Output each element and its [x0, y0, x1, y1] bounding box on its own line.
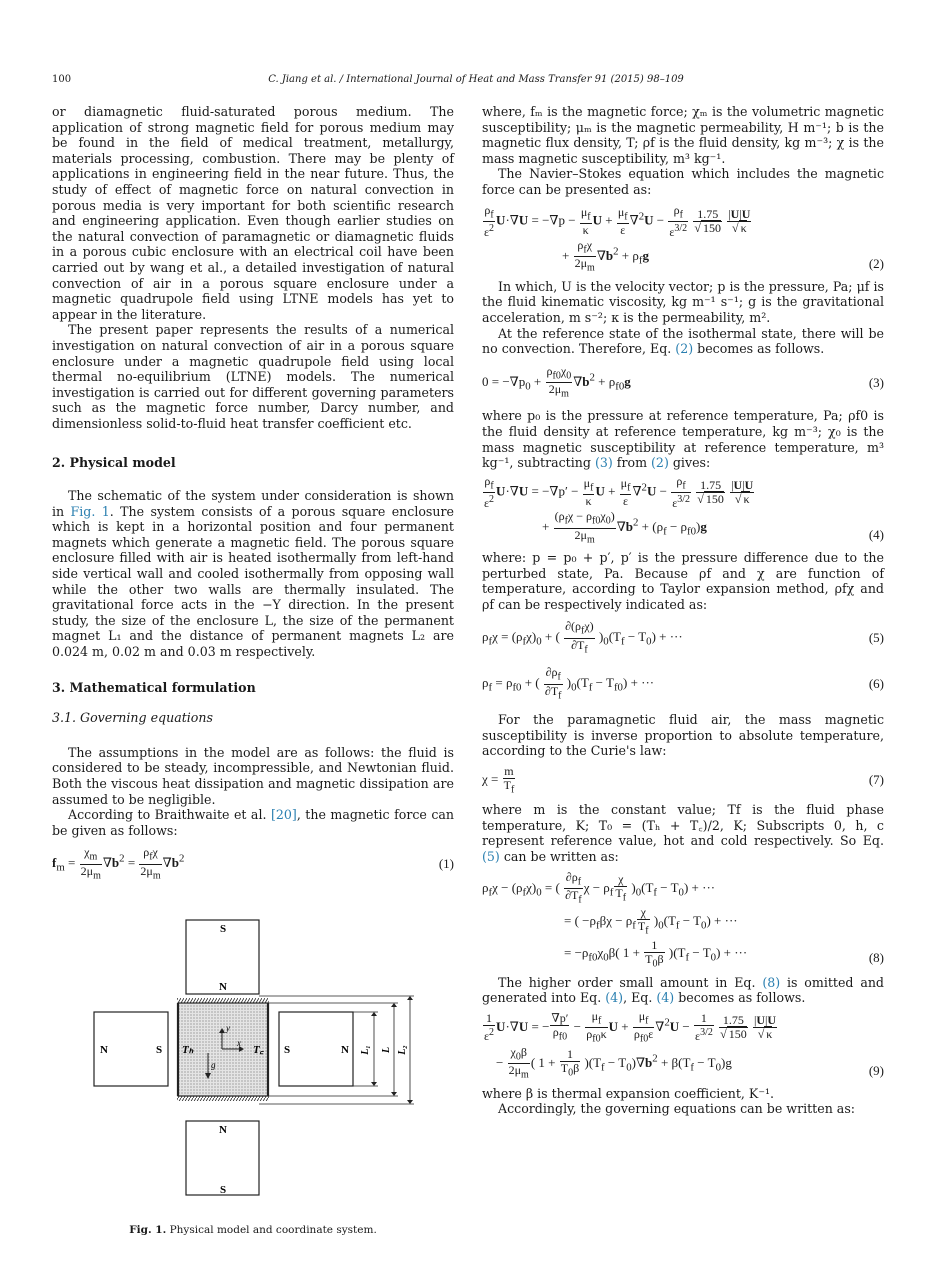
- paragraph: or diamagnetic fluid-saturated porous medium. The application of strong magnetic field for porous medium may be found in the field of medical treatment, metallurgy, materials processing, combustion. There may be plenty of applications in engineering field in the near future. Thus, the study of effect of magnetic force on natural convection in porous media is very important for both scientific research and engineering application. Even though earlier studies on the natural convection of paramagnetic or diamagnetic fluids in a porous cubic enclosure with an electrical coil have been carried out by wang et al., a detailed investigation of natural convection of air in a porous square enclosure under a magnetic quadrupole field using LTNE models has yet to appear in the literature.: [52, 104, 454, 322]
- paragraph: The present paper represents the results of a numerical investigation on natural convection of air in a porous square enclosure under a magnetic quadrupole field using local thermal no-equilibrium (LTNE) models. The numerical investigation is carried out for different governing parameters such as the magnetic force number, Darcy number, and dimensionless solid-to-fluid heat transfer coefficient etc.: [52, 322, 454, 431]
- paragraph: where β is thermal expansion coefficient, K⁻¹.: [482, 1085, 775, 1101]
- pole-label: N: [100, 1044, 108, 1056]
- equation-number: (6): [868, 676, 884, 692]
- equation-number: (4): [868, 527, 884, 543]
- equation-link[interactable]: (3): [594, 455, 613, 471]
- equation-number: (8): [868, 949, 884, 965]
- equation-8: $\rho_f\chi - (\rho_f\chi)_0$ = ( $\frac{\partial\rho_f}{\partial T_f}$ $\chi - \rho_f$ $\frac{\chi}{T_f}$ )$_0(T_f - T_0)$ + ··· = ( $-\rho_f\beta\chi - \rho_f$ $\frac{\chi}{T_f}$ )$_0(T_f - T_0)$ + ··· = $-\rho_{f0}\chi_0\beta$( 1 + $\frac{1}{T_0\beta}$ )$(T_f - T_0)$ + ··· (8): [482, 869, 884, 969]
- equation-number: (9): [868, 1062, 884, 1078]
- paragraph: For the paramagnetic fluid air, the mass magnetic susceptibility is inverse proportion to absolute temperature, according to the Curie's law:: [482, 711, 884, 759]
- text: can be written as:: [499, 848, 619, 864]
- equation-2: $\frac{\rho_f}{\varepsilon^2}$ U·∇U = −∇p − $\frac{\mu_f}{\kappa}$ U + $\frac{\mu_f}{\varepsilon}$ ∇$^2$U − $\frac{\rho_f}{\varepsilon^{3/2}}$ $\frac{1.75}{√ 150}$ $\frac{|U|U}{√ \kappa}$ + $\frac{\rho_f\chi}{2\mu_m}$ $\nabla b^2 + \rho_fg$ (2): [484, 202, 884, 274]
- physical-model-figure: [52, 918, 454, 1218]
- right-column: [482, 104, 884, 1117]
- equation-link[interactable]: (4): [605, 990, 624, 1006]
- equation-link[interactable]: (5): [482, 848, 500, 864]
- text: At the reference state of the isothermal state, there will be no convection. Therefore, Eq.: [482, 325, 884, 357]
- text: The higher order small amount in Eq.: [498, 974, 763, 990]
- dim-label: L: [381, 1046, 392, 1054]
- paragraph: [482, 408, 884, 470]
- text: According to Braithwaite et al.: [68, 807, 271, 823]
- text: , the magnetic force can be given as follows:: [52, 807, 454, 838]
- caption-label: Fig. 1.: [129, 1224, 167, 1236]
- paragraph: The assumptions in the model are as follows: the fluid is considered to be steady, incompressible, and Newtonian fluid. Both the viscous heat dissipation and magnetic dissipation are assumed to be negligible.: [52, 744, 454, 807]
- page-number: 100: [52, 74, 72, 85]
- text: . The system consists of a porous square enclosure which is kept in a horizontal position and four permanent magnets which generate a magnetic field. The porous square enclosure filled with air is heated isothermally from left-hand side vertical wall and cooled isothermally from opposing wall while the other two walls are thermally insulated. The gravitational force acts in the −Y direction. In the present study, the size of the enclosure L, the size of the permanent magnet L₁ and the distance of permanent magnets L₂ are 0.024 m, 0.02 m and 0.03 m respectively.: [52, 503, 454, 659]
- paragraph: [482, 802, 884, 864]
- equation-number: (7): [868, 772, 884, 788]
- gravity-label: g: [211, 1060, 216, 1070]
- text: is omitted and generated into Eq.: [482, 974, 884, 1006]
- paragraph: Accordingly, the governing equations can be written as:: [498, 1101, 856, 1117]
- pole-label: S: [219, 1184, 227, 1196]
- dim-label: L₂: [397, 1045, 408, 1055]
- citation-link[interactable]: [20]: [270, 807, 297, 823]
- pole-label: N: [219, 981, 227, 993]
- equation-5: $\rho_f\chi = (\rho_f\chi)_0$ + ( $\frac{\partial(\rho_f\chi)}{\partial T_f}$ )$_0(T_f - T_0)$ + ··· (5): [482, 619, 884, 656]
- y-axis-label: y: [226, 1023, 230, 1033]
- subsection-heading: 3.1. Governing equations: [52, 710, 213, 726]
- x-axis-label: x: [237, 1038, 241, 1048]
- caption-text: Physical model and coordinate system.: [166, 1224, 377, 1236]
- equation-7: χ = $\frac{m}{T_f}$ (7): [482, 763, 884, 796]
- running-header: C. Jiang et al. / International Journal of Heat and Mass Transfer 91 (2015) 98–109: [268, 74, 684, 85]
- left-column: [52, 104, 454, 882]
- pole-label: N: [341, 1044, 349, 1056]
- paragraph: [52, 807, 454, 838]
- equation-link[interactable]: (4): [656, 990, 675, 1006]
- text: from: [612, 455, 652, 471]
- text: , Eq.: [623, 990, 657, 1006]
- text: where p₀ is the pressure at reference temperature, Pa; ρf0 is the fluid density at reference temperature, kg m⁻³; χ₀ is the mass magnetic susceptibility at reference temperature, m³ kg⁻¹, subtracting: [482, 408, 884, 471]
- dim-label: L₁: [360, 1045, 371, 1055]
- equation-link[interactable]: (2): [675, 341, 694, 357]
- paragraph: [482, 326, 884, 357]
- insulated-wall-top: [177, 998, 269, 1003]
- equation-number: (5): [868, 630, 884, 646]
- equation-number: (2): [868, 255, 884, 271]
- section-heading: 3. Mathematical formulation: [52, 679, 256, 695]
- equation-number: (3): [868, 374, 884, 390]
- text: becomes as follows.: [693, 341, 825, 357]
- figure-caption: [52, 1224, 454, 1236]
- text: The schematic of the system under consideration is shown in: [52, 488, 454, 519]
- equation-link[interactable]: (8): [762, 974, 781, 990]
- figure-link[interactable]: Fig. 1: [70, 503, 110, 519]
- insulated-wall-bottom: [177, 1096, 269, 1101]
- paragraph: The Navier–Stokes equation which includes the magnetic force can be presented as:: [482, 166, 884, 197]
- paragraph: where, fₘ is the magnetic force; χₘ is the volumetric magnetic susceptibility; μₘ is the magnetic permeability, H m⁻¹; b is the magnetic flux density, T; ρf is the fluid density, kg m⁻³; χ is the mass magnetic susceptibility, m³ kg⁻¹.: [482, 104, 884, 166]
- pole-label: S: [219, 923, 227, 935]
- equation-9: $\frac{1}{\varepsilon^2}$ U·∇U = − $\frac{\nabla p'}{\rho_{f0}}$ − $\frac{\mu_f}{\rho_{f0}\kappa}$ U + $\frac{\mu_f}{\rho_{f0}\varepsilon}$ ∇$^2$U − $\frac{1}{\varepsilon^{3/2}}$ $\frac{1.75}{√ 150}$ $\frac{|U|U}{√ \kappa}$ − $\frac{\chi_0\beta}{2\mu_m}$ ( 1 + $\frac{1}{T_0\beta}$ )$(T_f - T_0)\nabla b^2 + \beta(T_f - T_0)g$ (9): [484, 1009, 884, 1081]
- pole-label: N: [219, 1124, 227, 1136]
- equation-1: $f_m$ = $\frac{\chi_m}{2\mu_m}$ $\nabla b^2$ = $\frac{\rho_f\chi}{2\mu_m}$ $\nabla b^2$ (1): [52, 845, 454, 882]
- equation-4: $\frac{\rho_f}{\varepsilon^2}$ U·∇U = −∇p′ − $\frac{\mu_f}{\kappa}$ U + $\frac{\mu_f}{\varepsilon}$ ∇$^2$U − $\frac{\rho_f}{\varepsilon^{3/2}}$ $\frac{1.75}{√ 150}$ $\frac{|U|U}{√ \kappa}$ + $\frac{(\rho_f\chi - \rho_{f0}\chi_0)}{2\mu_m}$ $\nabla b^2 + (\rho_f - \rho_{f0})g$ (4): [484, 473, 884, 546]
- paragraph: [52, 488, 454, 660]
- pole-label: S: [156, 1044, 163, 1056]
- equation-6: $\rho_f = \rho_{f0}$ + ( $\frac{\partial\rho_f}{\partial T_f}$ )$_0(T_f - T_{f0})$ + ··· (6): [482, 665, 884, 701]
- paragraph: where: p = p₀ + p′, p′ is the pressure difference due to the perturbed state, Pa. Because ρf and χ are function of temperature, according to Taylor expansion method, ρfχ and ρf can be respectively indicated as:: [482, 550, 884, 612]
- paragraph: In which, U is the velocity vector; p is the pressure, Pa; μf is the fluid kinematic viscosity, kg m⁻¹ s⁻¹; g is the gravitational acceleration, m s⁻²; κ is the permeability, m².: [482, 278, 884, 325]
- paragraph: [482, 975, 884, 1006]
- text: becomes as follows.: [674, 990, 806, 1006]
- cold-wall-label: T꜀: [253, 1044, 264, 1056]
- equation-link[interactable]: (2): [651, 455, 669, 471]
- equation-3: $0 = -\nabla p_0$ + $\frac{\rho_{f0}\chi_0}{2\mu_m}$ $\nabla b^2 + \rho_{f0}g$ (3): [482, 363, 884, 400]
- hot-wall-label: Tₕ: [182, 1044, 194, 1056]
- text: where m is the constant value; Tf is the fluid phase temperature, K; T₀ = (Tₕ + T꜀)/2, K; Subscripts 0, h, c represent reference value, hot and cold respectively. So Eq.: [482, 802, 884, 849]
- text: gives:: [668, 455, 711, 471]
- equation-number: (1): [438, 856, 454, 872]
- section-heading: 2. Physical model: [52, 455, 176, 471]
- pole-label: S: [284, 1044, 291, 1056]
